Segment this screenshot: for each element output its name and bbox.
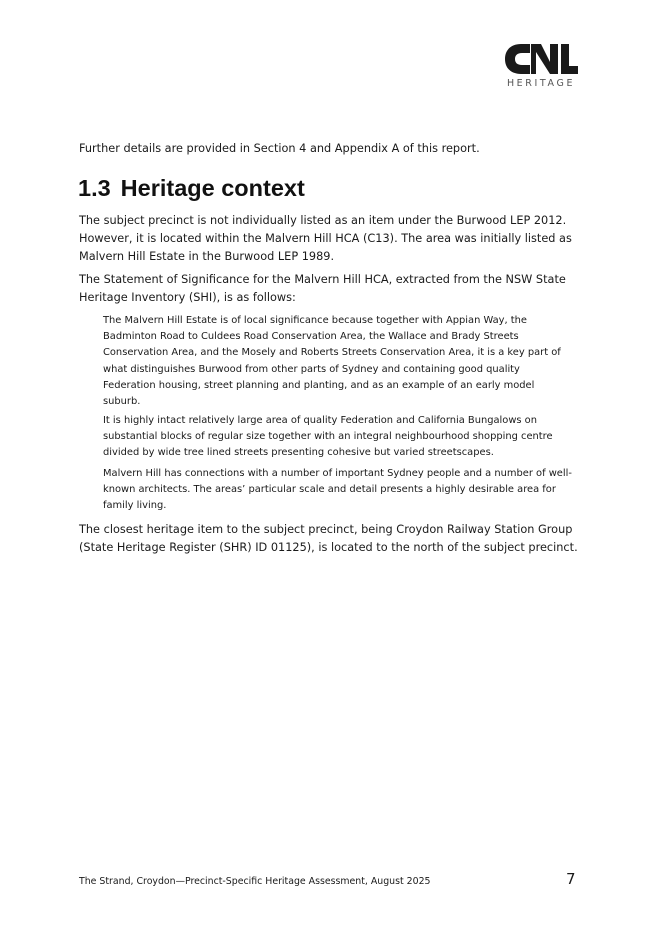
section-number: 1.3 [78,175,111,201]
body-paragraph: The subject precinct is not individually listed as an item under the Burwood LEP 2012. However, it is located within the Malvern Hill HCA (C13). The area was initially listed as Malvern Hill Estate in the Burwood LEP 1989. [79,214,572,263]
section-heading [78,175,305,202]
intro-paragraph: Further details are provided in Section 4 and Appendix A of this report. [79,142,480,155]
footer-document-title: The Strand, Croydon—Precinct-Specific Heritage Assessment, August 2025 [79,876,431,887]
page-number: 7 [566,870,576,888]
logo-subtitle: HERITAGE [506,78,576,89]
section-title: Heritage context [120,175,305,201]
gml-logo-mark-icon [503,42,579,76]
closing-paragraph: The closest heritage item to the subject precinct, being Croydon Railway Station Group (State Heritage Register (SHR) ID 01125), is located to the north of the subject precinct. [79,523,578,554]
body-paragraph: The Statement of Significance for the Malvern Hill HCA, extracted from the NSW State Heritage Inventory (SHI), is as follows: [79,273,566,304]
quote-paragraph: It is highly intact relatively large area of quality Federation and California Bungalows on substantial blocks of regular size together with an integral neighbourhood shopping centre divided by wide tree lined streets presenting cohesive but varied streetscapes. [103,415,553,459]
gml-heritage-logo [503,42,579,92]
quote-paragraph: The Malvern Hill Estate is of local significance because together with Appian Way, the Badminton Road to Culdees Road Conservation Area, the Wallace and Brady Streets Conservation Area, and the Mosely and Roberts Streets Conservation Area, it is a key part of what distinguishes Burwood from other parts of Sydney and containing good quality Federation housing, street planning and planting, and as an example of an early model suburb. [103,315,561,408]
quote-paragraph: Malvern Hill has connections with a number of important Sydney people and a number of well-known architects. The areas’ particular scale and detail presents a highly desirable area for family living. [103,468,572,512]
